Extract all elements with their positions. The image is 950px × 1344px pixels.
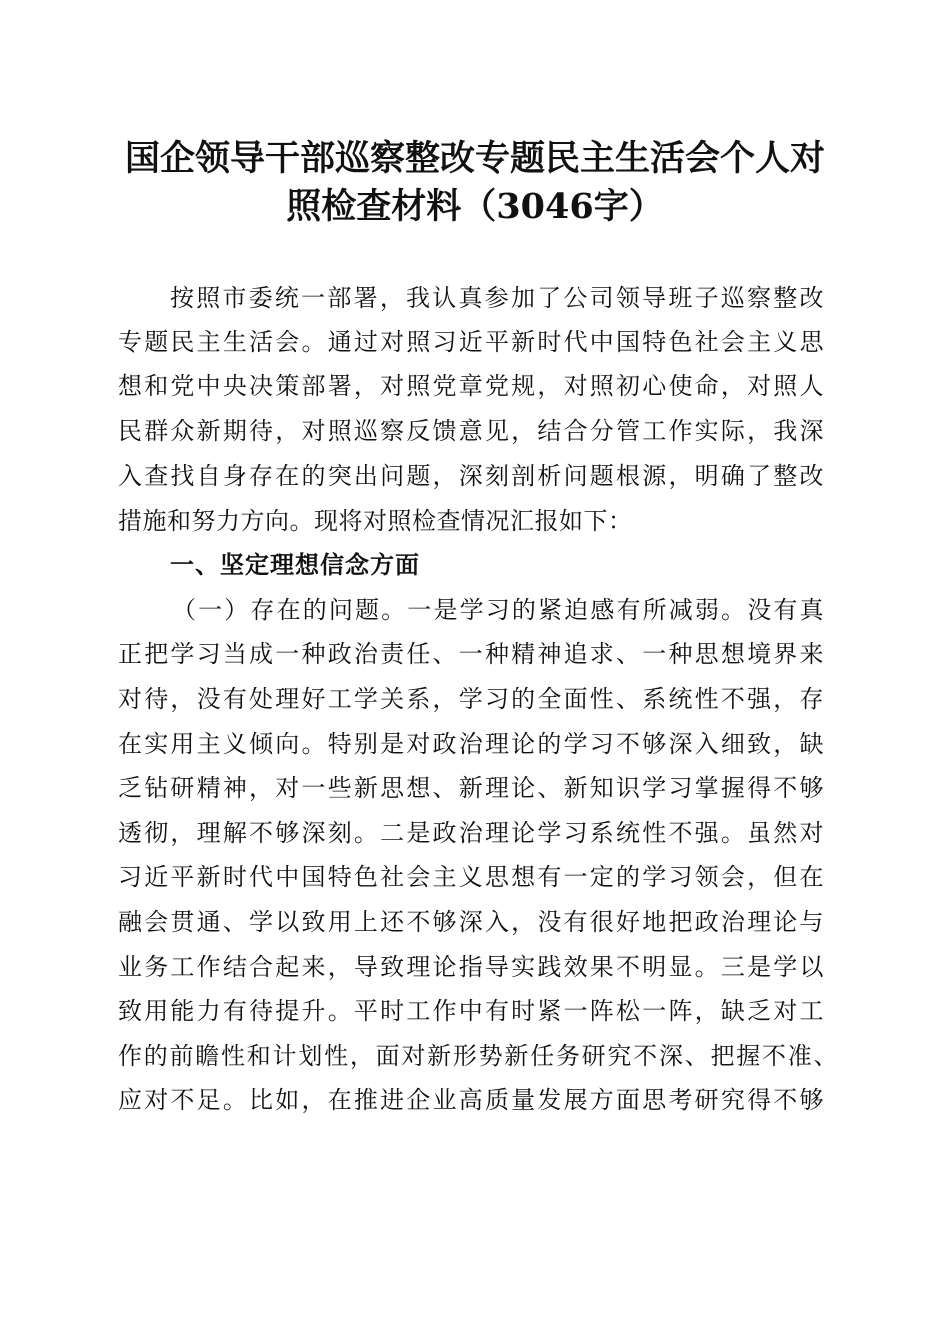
body-line: 业务工作结合起来，导致理论指导实践效果不明显。三是学以 [118,953,824,981]
body-line: 乏钻研精神，对一些新思想、新理论、新知识学习掌握得不够 [118,774,824,802]
body-line: 习近平新时代中国特色社会主义思想有一定的学习领会，但在 [118,863,824,891]
body-line: 融会贯通、学以致用上还不够深入，没有很好地把政治理论与 [118,908,824,936]
body-line: 在实用主义倾向。特别是对政治理论的学习不够深入细致，缺 [118,730,824,758]
body-line: 按照市委统一部署，我认真参加了公司领导班子巡察整改 [170,284,824,312]
body-line: 专题民主生活会。通过对照习近平新时代中国特色社会主义思 [118,328,824,356]
document-title-line-2: 照检查材料（3046字） [286,186,664,227]
body-line: （一）存在的问题。一是学习的紧迫感有所减弱。没有真 [172,596,824,624]
document-title-line-1: 国企领导干部巡察整改专题民主生活会个人对 [124,138,825,179]
body-line: 透彻，理解不够深刻。二是政治理论学习系统性不强。虽然对 [118,819,824,847]
body-line: 想和党中央决策部署，对照党章党规，对照初心使命，对照人 [118,372,824,400]
body-line: 措施和努力方向。现将对照检查情况汇报如下： [118,507,633,535]
body-line: 致用能力有待提升。平时工作中有时紧一阵松一阵，缺乏对工 [118,997,824,1025]
body-line: 对待，没有处理好工学关系，学习的全面性、系统性不强，存 [118,685,824,713]
body-line: 民群众新期待，对照巡察反馈意见，结合分管工作实际，我深 [118,417,824,445]
body-line: 作的前瞻性和计划性，面对新形势新任务研究不深、把握不准、 [118,1042,838,1070]
body-line: 正把学习当成一种政治责任、一种精神追求、一种思想境界来 [118,640,824,668]
body-line: 入查找自身存在的突出问题，深刻剖析问题根源，明确了整改 [118,462,824,490]
section-heading: 一、坚定理想信念方面 [170,551,420,579]
body-line: 应对不足。比如，在推进企业高质量发展方面思考研究得不够 [118,1086,824,1114]
